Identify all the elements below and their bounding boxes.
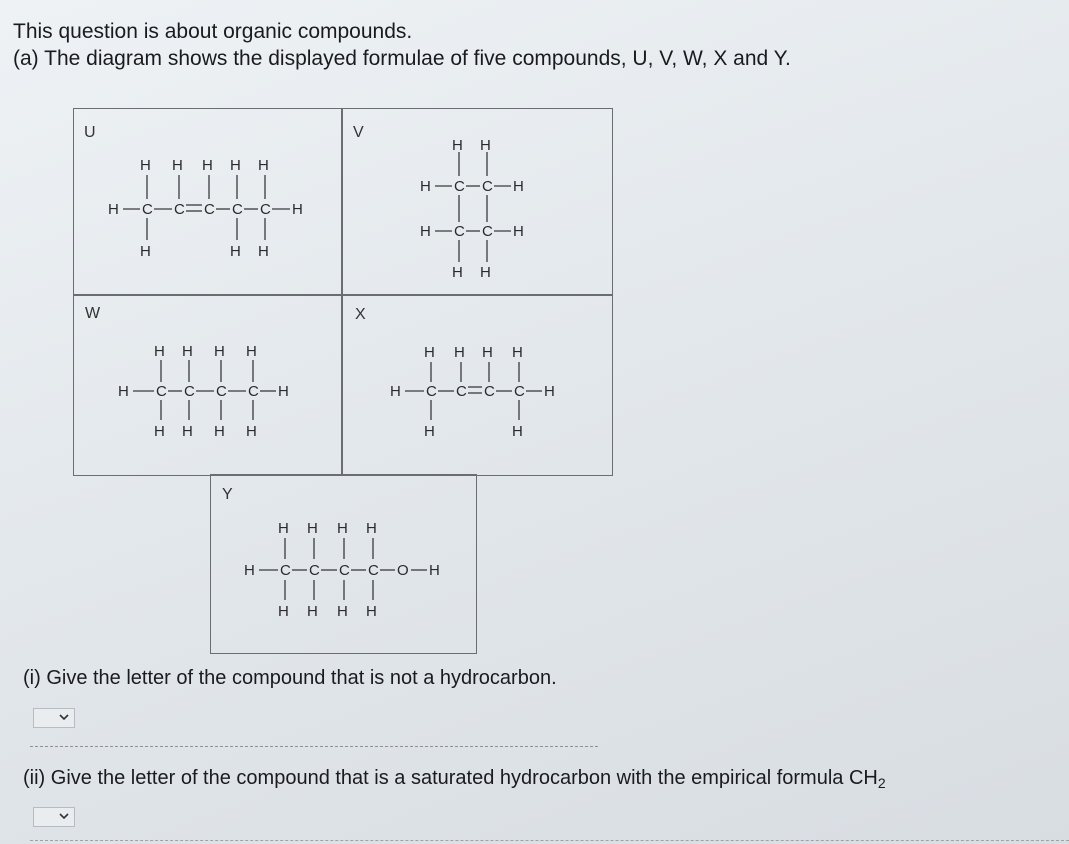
answer-ii-dropdown[interactable] [33, 807, 75, 827]
svg-text:H: H [230, 243, 241, 260]
svg-text:O: O [397, 562, 409, 579]
svg-text:C: C [339, 562, 350, 579]
svg-text:H: H [230, 157, 241, 174]
svg-text:H: H [278, 603, 289, 620]
svg-text:H: H [480, 137, 491, 154]
svg-text:H: H [278, 383, 289, 400]
svg-text:C: C [184, 383, 195, 400]
svg-text:H: H [278, 520, 289, 537]
svg-text:C: C [514, 383, 525, 400]
intro-text: This question is about organic compounds. [13, 20, 413, 43]
svg-text:H: H [512, 423, 523, 440]
svg-text:C: C [454, 178, 465, 195]
svg-text:H: H [202, 157, 213, 174]
panel-x-label: X [355, 306, 366, 323]
svg-text:H: H [292, 201, 303, 218]
svg-text:H: H [118, 383, 129, 400]
svg-text:H: H [214, 423, 225, 440]
svg-text:H: H [544, 383, 555, 400]
svg-text:C: C [482, 223, 493, 240]
svg-text:H: H [258, 157, 269, 174]
part-a-text: (a) The diagram shows the displayed formulae of five compounds, U, V, W, X and Y. [13, 47, 791, 70]
svg-text:C: C [260, 201, 271, 218]
svg-text:C: C [454, 223, 465, 240]
panel-y-label: Y [222, 486, 233, 503]
svg-text:H: H [420, 223, 431, 240]
svg-text:C: C [482, 178, 493, 195]
svg-text:H: H [154, 343, 165, 360]
svg-text:H: H [452, 137, 463, 154]
svg-text:H: H [182, 343, 193, 360]
svg-text:H: H [307, 520, 318, 537]
chevron-down-icon [58, 810, 70, 822]
svg-text:C: C [456, 383, 467, 400]
question-ii-text: (ii) Give the letter of the compound that is a saturated hydrocarbon with the empirical formula $CH_2$ [23, 767, 886, 791]
svg-text:C: C [232, 201, 243, 218]
svg-text:H: H [154, 423, 165, 440]
svg-text:H: H [258, 243, 269, 260]
svg-text:C: C [309, 562, 320, 579]
svg-text:H: H [182, 423, 193, 440]
panel-u-label: U [84, 124, 96, 141]
svg-text:C: C [426, 383, 437, 400]
svg-text:C: C [174, 201, 185, 218]
panel-v-label: V [353, 124, 364, 141]
svg-text:H: H [140, 243, 151, 260]
svg-text:H: H [140, 157, 151, 174]
svg-text:H: H [480, 264, 491, 281]
svg-text:H: H [452, 264, 463, 281]
svg-text:H: H [366, 520, 377, 537]
formula-subscript: 2 [877, 775, 886, 791]
svg-text:H: H [482, 344, 493, 361]
svg-text:C: C [204, 201, 215, 218]
panel-w-label: W [85, 305, 101, 322]
svg-text:H: H [108, 201, 119, 218]
svg-text:H: H [424, 344, 435, 361]
svg-text:H: H [246, 423, 257, 440]
chevron-down-icon [58, 711, 70, 723]
svg-text:C: C [368, 562, 379, 579]
page-bottom-rule [30, 840, 1069, 841]
svg-text:H: H [214, 343, 225, 360]
svg-text:H: H [244, 562, 255, 579]
svg-text:C: C [484, 383, 495, 400]
svg-text:H: H [429, 562, 440, 579]
svg-text:H: H [172, 157, 183, 174]
svg-text:C: C [156, 383, 167, 400]
answer-i-dropdown[interactable] [33, 708, 75, 728]
svg-text:H: H [337, 520, 348, 537]
svg-text:H: H [420, 178, 431, 195]
svg-text:H: H [366, 603, 377, 620]
svg-text:C: C [216, 383, 227, 400]
svg-text:H: H [513, 178, 524, 195]
svg-text:H: H [390, 383, 401, 400]
svg-text:C: C [142, 201, 153, 218]
svg-text:C: C [280, 562, 291, 579]
question-i-text: (i) Give the letter of the compound that is not a hydrocarbon. [23, 667, 557, 689]
svg-text:H: H [424, 423, 435, 440]
svg-text:H: H [512, 344, 523, 361]
svg-text:H: H [337, 603, 348, 620]
answer-separator [30, 746, 598, 747]
svg-text:H: H [307, 603, 318, 620]
svg-text:H: H [246, 343, 257, 360]
svg-text:C: C [248, 383, 259, 400]
svg-text:H: H [454, 344, 465, 361]
svg-text:H: H [513, 223, 524, 240]
